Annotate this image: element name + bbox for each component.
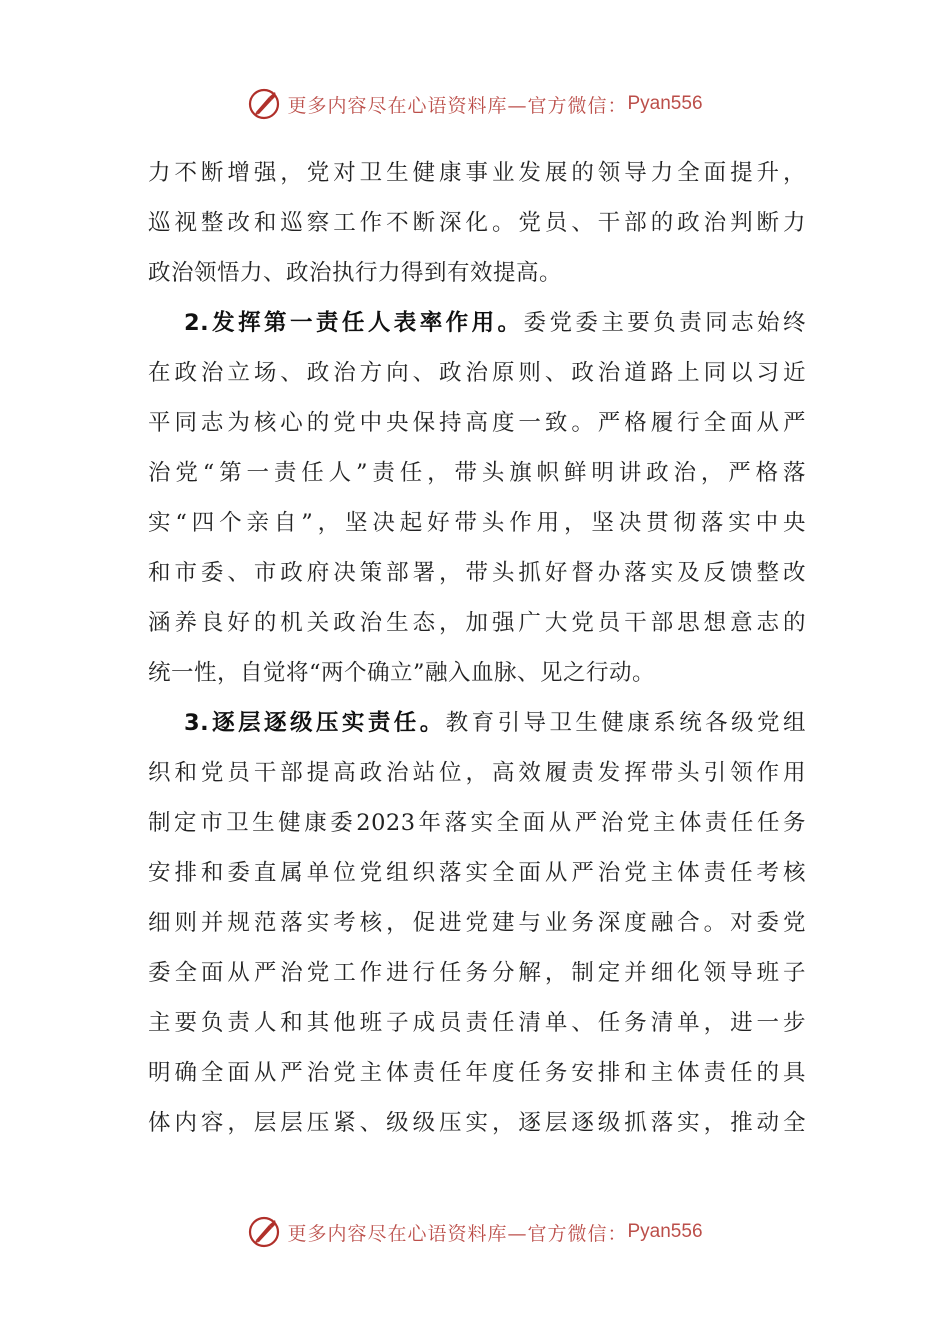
text-line: 在政治立场、政治方向、政治原则、政治道路上同以习近 bbox=[148, 360, 806, 386]
text-line: 主要负责人和其他班子成员责任清单、任务清单，进一步 bbox=[148, 1010, 806, 1036]
paragraph-2 bbox=[148, 298, 806, 698]
text-line: 力不断增强，党对卫生健康事业发展的领导力全面提升， bbox=[148, 160, 806, 186]
text-line: 细则并规范落实考核，促进党建与业务深度融合。对委党 bbox=[148, 910, 806, 936]
watermark-wechat-id: Pyan556 bbox=[627, 1221, 703, 1242]
watermark-text: 更多内容尽在心语资料库— bbox=[287, 1222, 528, 1245]
quill-logo-icon bbox=[247, 1215, 281, 1249]
document-body bbox=[148, 148, 806, 1148]
section-heading: 2.发挥第一责任人表率作用。 bbox=[184, 310, 524, 336]
text-span: 教育引导卫生健康系统各级党组 bbox=[445, 710, 806, 736]
paragraph-3 bbox=[148, 698, 806, 1148]
text-line: 制定市卫生健康委2023年落实全面从严治党主体责任任务 bbox=[148, 810, 806, 836]
text-line: 实“四个亲自”，坚决起好带头作用，坚决贯彻落实中央 bbox=[148, 510, 806, 536]
text-line: 统一性，自觉将“两个确立”融入血脉、见之行动。 bbox=[148, 660, 656, 686]
watermark-wechat-id: Pyan556 bbox=[627, 93, 703, 114]
text-line: 安排和委直属单位党组织落实全面从严治党主体责任考核 bbox=[148, 860, 806, 886]
text-line: 明确全面从严治党主体责任年度任务安排和主体责任的具 bbox=[148, 1060, 806, 1086]
text-line: 平同志为核心的党中央保持高度一致。严格履行全面从严 bbox=[148, 410, 806, 436]
header-watermark bbox=[0, 84, 950, 124]
text-line bbox=[148, 298, 806, 348]
quill-logo-icon bbox=[247, 87, 281, 121]
watermark-wechat-label: 官方微信： bbox=[527, 94, 628, 117]
text-line: 委全面从严治党工作进行任务分解，制定并细化领导班子 bbox=[148, 960, 806, 986]
text-line: 织和党员干部提高政治站位，高效履责发挥带头引领作用 bbox=[148, 760, 806, 786]
footer-watermark bbox=[0, 1212, 950, 1252]
text-line: 政治领悟力、政治执行力得到有效提高。 bbox=[148, 260, 563, 286]
text-line bbox=[148, 698, 806, 748]
text-span: 委党委主要负责同志始终 bbox=[523, 310, 806, 336]
text-line: 体内容，层层压紧、级级压实，逐层逐级抓落实，推动全 bbox=[148, 1110, 806, 1136]
text-line: 涵养良好的机关政治生态，加强广大党员干部思想意志的 bbox=[148, 610, 806, 636]
text-line: 和市委、市政府决策部署，带头抓好督办落实及反馈整改 bbox=[148, 560, 806, 586]
watermark-text: 更多内容尽在心语资料库— bbox=[287, 94, 528, 117]
section-heading: 3.逐层逐级压实责任。 bbox=[184, 710, 446, 736]
watermark-wechat-label: 官方微信： bbox=[527, 1222, 628, 1245]
text-line: 巡视整改和巡察工作不断深化。党员、干部的政治判断力 bbox=[148, 210, 806, 236]
paragraph-1 bbox=[148, 148, 806, 298]
text-line: 治党“第一责任人”责任，带头旗帜鲜明讲政治，严格落 bbox=[148, 460, 806, 486]
